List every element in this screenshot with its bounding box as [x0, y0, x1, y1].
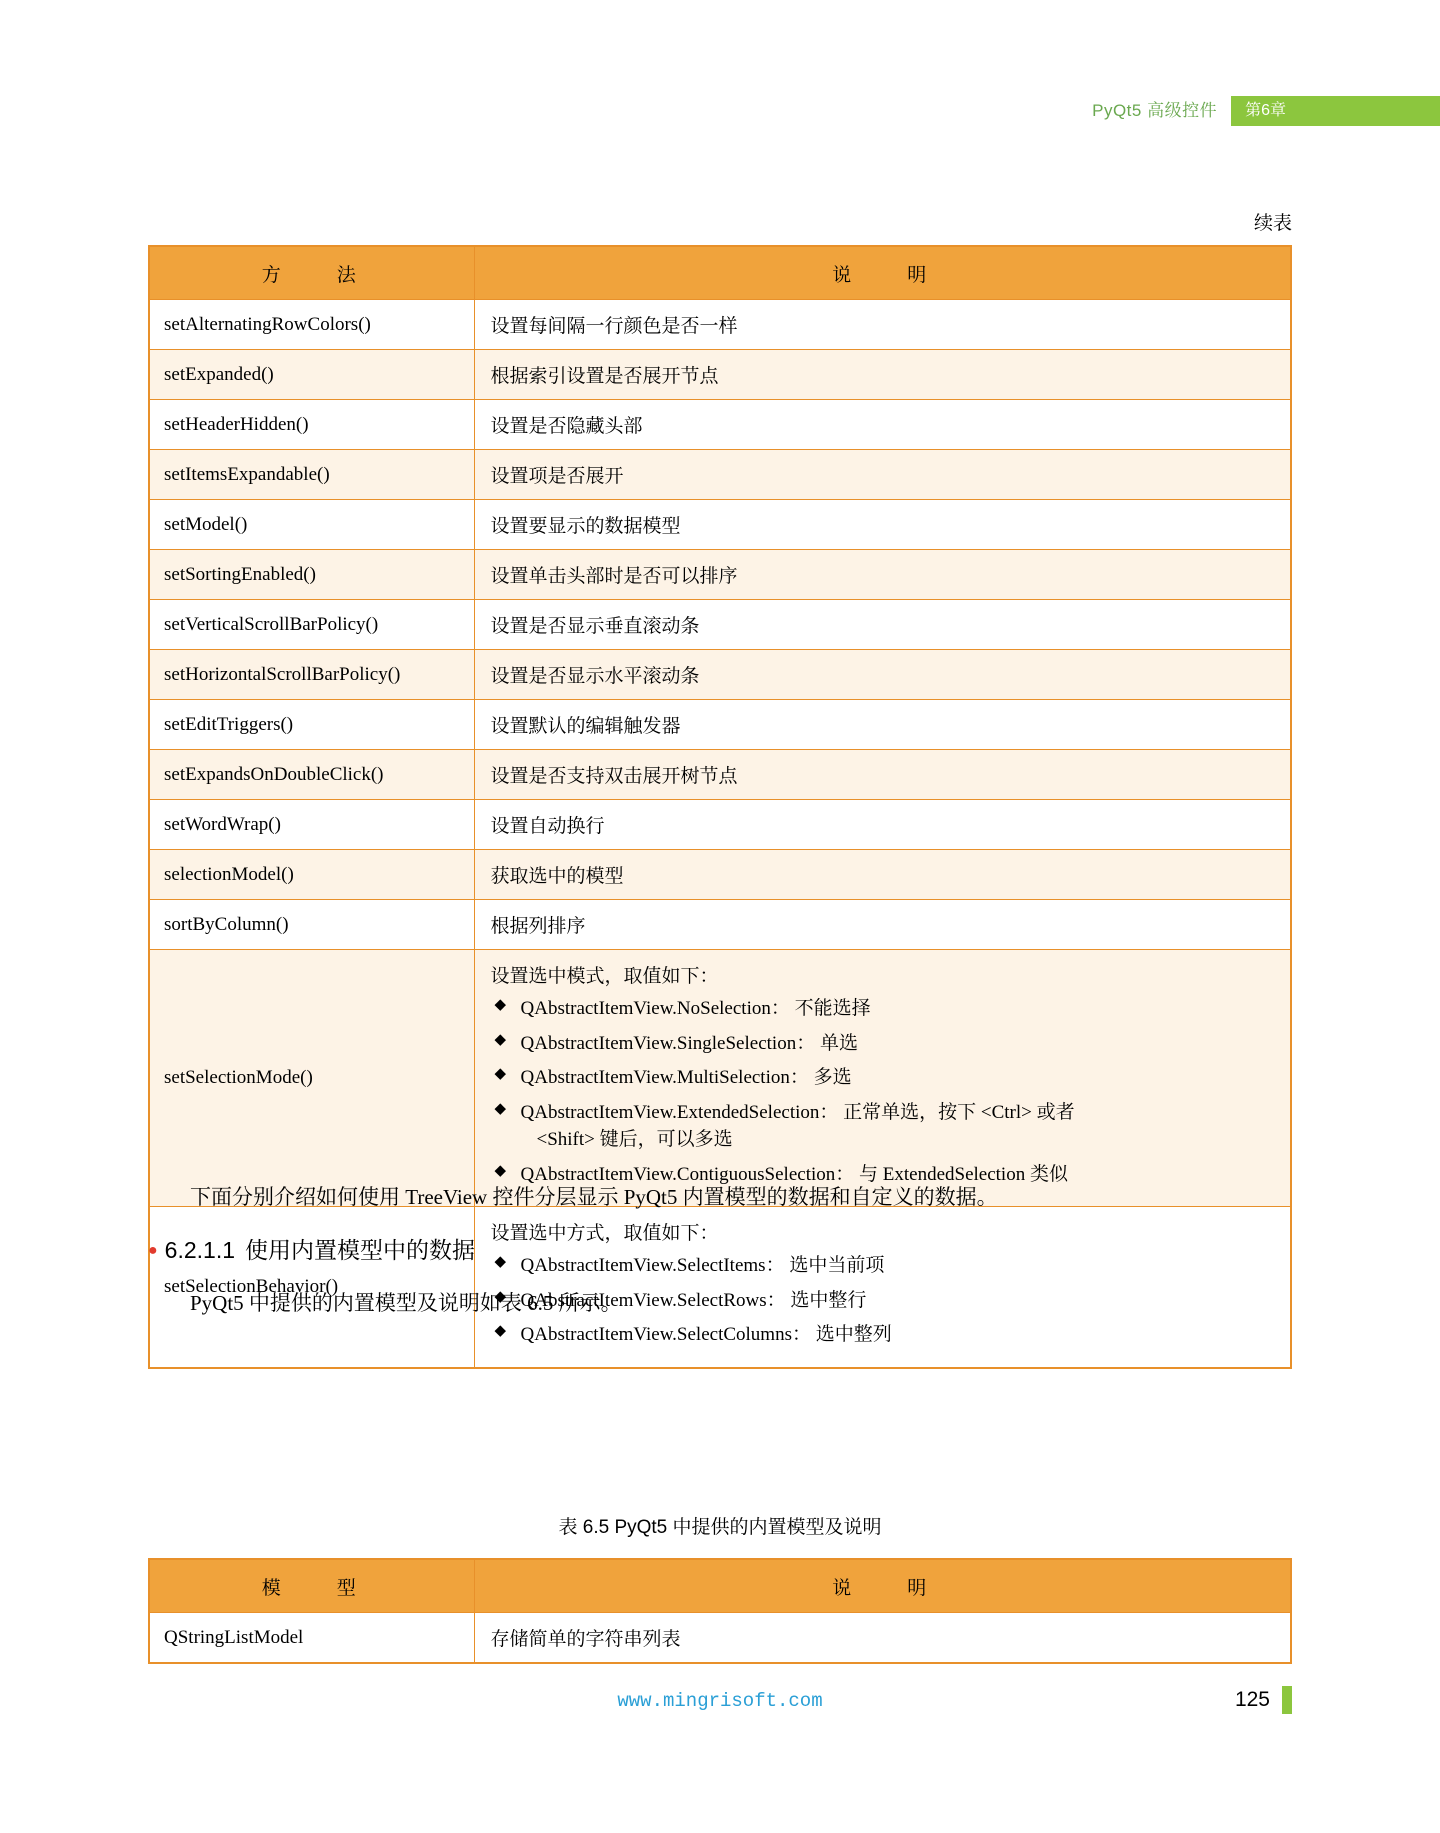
table-row [149, 300, 1291, 350]
cell-description: 设置项是否展开 [474, 450, 1291, 500]
list-item: ◆ QAbstractItemView.NoSelection： 不能选择 [491, 995, 1291, 1023]
cell-method: setItemsExpandable() [149, 450, 474, 500]
table-row [149, 350, 1291, 400]
cell-method: selectionModel() [149, 850, 474, 900]
models-table-caption: 表 6.5 PyQt5 中提供的内置模型及说明 [558, 1517, 882, 1538]
models-table-head [149, 1559, 1291, 1613]
cell-description: 设置自动换行 [474, 800, 1291, 850]
cell-method: setHorizontalScrollBarPolicy() [149, 650, 474, 700]
list-item [491, 1099, 1291, 1154]
footer-url[interactable]: www.mingrisoft.com [617, 1690, 823, 1712]
table-row [149, 600, 1291, 650]
table-row [149, 550, 1291, 600]
table-row-selection-mode [149, 950, 1291, 1207]
list-item: ◆ QAbstractItemView.SingleSelection： 单选 [491, 1030, 1291, 1058]
heading-bullet-icon: ● [148, 1242, 158, 1259]
methods-table-head [149, 246, 1291, 300]
page-number: 125 [1234, 1688, 1270, 1711]
cell-method: setSelectionMode() [149, 950, 474, 1207]
cell-description-selection-mode [474, 950, 1291, 1207]
header-decoration-bar [1300, 96, 1440, 126]
heading-number: 6.2.1.1 [164, 1237, 236, 1263]
cell-description: 设置是否支持双击展开树节点 [474, 750, 1291, 800]
table-row [149, 900, 1291, 950]
section-paragraph: PyQt5 中提供的内置模型及说明如表 6.5 所示。 [190, 1291, 622, 1315]
cell-method: setAlternatingRowColors() [149, 300, 474, 350]
intro-paragraph: 下面分别介绍如何使用 TreeView 控件分层显示 PyQt5 内置模型的数据和自定义的数据。 [190, 1185, 998, 1209]
table-row [149, 700, 1291, 750]
selection-mode-lead: 设置选中模式，取值如下： [490, 966, 719, 987]
cell-description: 设置要显示的数据模型 [474, 500, 1291, 550]
table-row [149, 500, 1291, 550]
cell-description: 设置单击头部时是否可以排序 [474, 550, 1291, 600]
selection-mode-options [491, 995, 1291, 1188]
cell-method: setExpanded() [149, 350, 474, 400]
column-header-description: 说 明 [474, 1559, 1291, 1613]
list-item: ◆ QAbstractItemView.SelectItems： 选中当前项 [491, 1252, 1291, 1280]
header-title: PyQt5 高级控件 [1092, 101, 1218, 120]
list-item-continuation: <Shift> 键后，可以多选 [536, 1129, 733, 1151]
list-item: ◆ QAbstractItemView.MultiSelection： 多选 [491, 1064, 1291, 1092]
heading-text: 使用内置模型中的数据 [245, 1237, 476, 1263]
table-row [149, 450, 1291, 500]
continued-table-label: 续表 [1253, 213, 1292, 234]
cell-method: setWordWrap() [149, 800, 474, 850]
cell-method: setEditTriggers() [149, 700, 474, 750]
cell-description: 存储简单的字符串列表 [474, 1613, 1291, 1664]
models-table-body [149, 1613, 1291, 1664]
list-item: ◆ QAbstractItemView.ContiguousSelection： 与 ExtendedSelection 类似 [491, 1161, 1291, 1189]
cell-description: 设置是否显示垂直滚动条 [474, 600, 1291, 650]
table-row [149, 750, 1291, 800]
table-row [149, 850, 1291, 900]
cell-description: 设置是否显示水平滚动条 [474, 650, 1291, 700]
cell-description: 设置默认的编辑触发器 [474, 700, 1291, 750]
cell-method: setExpandsOnDoubleClick() [149, 750, 474, 800]
cell-description: 设置每间隔一行颜色是否一样 [474, 300, 1291, 350]
cell-method: setVerticalScrollBarPolicy() [149, 600, 474, 650]
table-row [149, 800, 1291, 850]
section-heading [148, 1232, 475, 1265]
table-header-row [149, 246, 1291, 300]
cell-method: sortByColumn() [149, 900, 474, 950]
column-header-model: 模 型 [149, 1559, 474, 1613]
page-header [0, 96, 1440, 126]
column-header-description: 说 明 [474, 246, 1291, 300]
table-row [149, 650, 1291, 700]
list-item-text: QAbstractItemView.ExtendedSelection： 正常单选，按下 <Ctrl> 或者 [520, 1101, 1075, 1123]
list-item: ◆ QAbstractItemView.SelectColumns： 选中整列 [491, 1321, 1291, 1349]
cell-method: setHeaderHidden() [149, 400, 474, 450]
table-header-row [149, 1559, 1291, 1613]
cell-model: QStringListModel [149, 1613, 474, 1664]
page-header-inner [1092, 96, 1440, 126]
table-row [149, 400, 1291, 450]
cell-method: setSelectionBehavior() [149, 1207, 474, 1368]
models-table [148, 1558, 1292, 1664]
cell-description: 根据索引设置是否展开节点 [474, 350, 1291, 400]
column-header-method: 方 法 [149, 246, 474, 300]
cell-description: 根据列排序 [474, 900, 1291, 950]
list-item: ◆ QAbstractItemView.SelectRows： 选中整行 [491, 1287, 1291, 1315]
cell-description: 设置是否隐藏头部 [474, 400, 1291, 450]
cell-description: 获取选中的模型 [474, 850, 1291, 900]
table-row [149, 1613, 1291, 1664]
selection-behavior-lead: 设置选中方式，取值如下： [490, 1223, 719, 1245]
header-chapter-badge: 第6章 [1231, 96, 1300, 126]
page-number-decoration [1282, 1686, 1292, 1714]
cell-method: setSortingEnabled() [149, 550, 474, 600]
cell-method: setModel() [149, 500, 474, 550]
